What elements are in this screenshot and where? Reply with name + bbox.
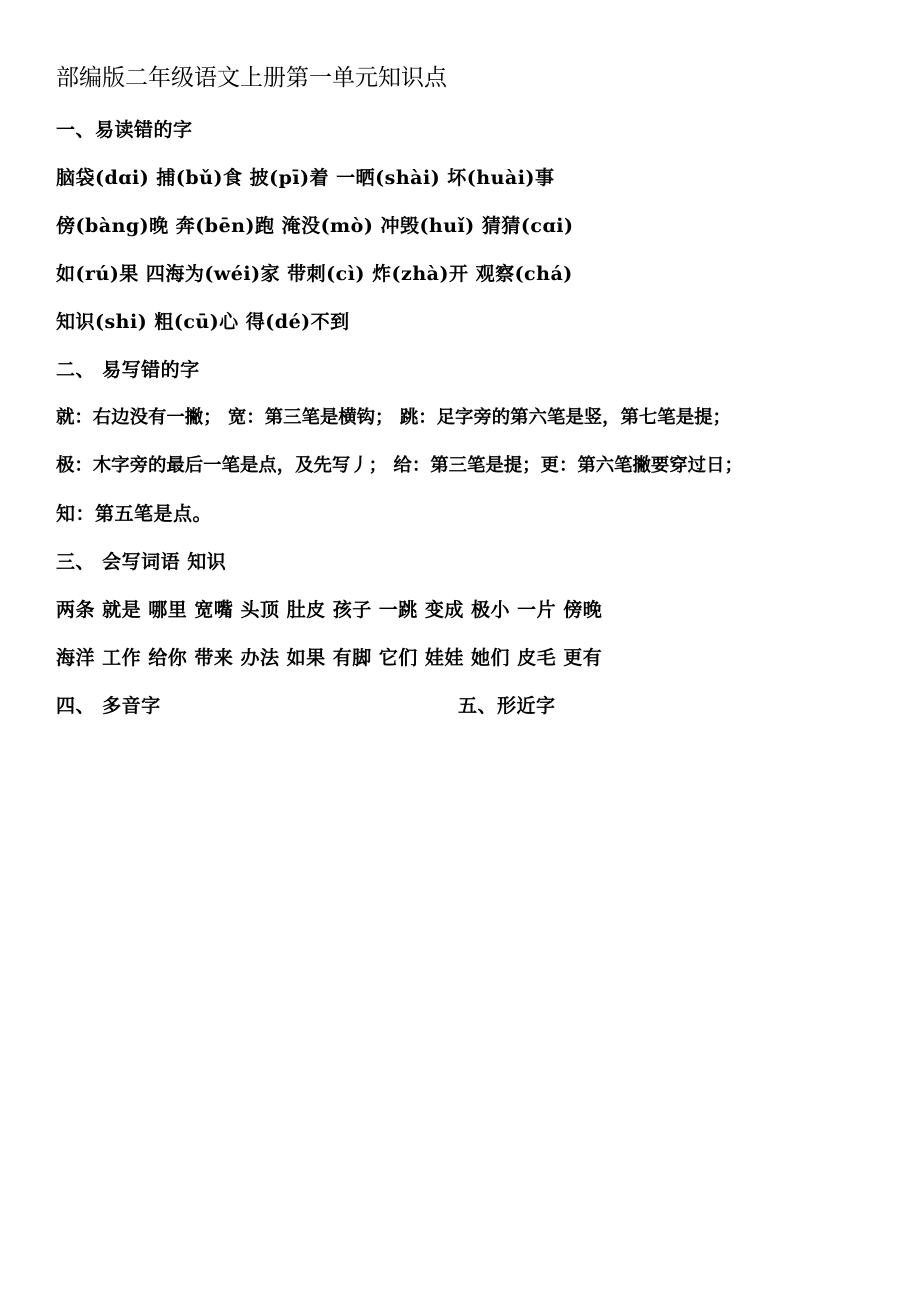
pinyin-line-4: 知识(shi) 粗(cū)心 得(dé)不到 [56, 311, 350, 333]
stroke-note-line-2: 极：木字旁的最后一笔是点，及先写丿； 给：第三笔是提；更：第六笔撇要穿过日； [56, 455, 743, 476]
pinyin-line-2: 傍(bàng)晚 奔(bēn)跑 淹没(mò) 冲毁(huǐ) 猜猜(cɑi) [56, 215, 574, 237]
section-heading-miswritten: 二、 易写错的字 [56, 359, 200, 381]
page-title: 部编版二年级语文上册第一单元知识点 [56, 65, 447, 91]
section-heading-misread: 一、易读错的字 [56, 119, 193, 141]
section-heading-polyphonic: 四、 多音字 [56, 695, 161, 717]
pinyin-line-3: 如(rú)果 四海为(wéi)家 带刺(cì) 炸(zhà)开 观察(chá) [56, 263, 573, 285]
stroke-note-line-1: 就：右边没有一撇； 宽：第三笔是横钩； 跳：足字旁的第六笔是竖，第七笔是提； [56, 407, 731, 428]
stroke-note-line-3: 知：第五笔是点。 [56, 503, 213, 525]
word-list-line-2: 海洋 工作 给你 带来 办法 如果 有脚 它们 娃娃 她们 皮毛 更有 [56, 647, 603, 669]
pinyin-line-1: 脑袋(dɑi) 捕(bǔ)食 披(pī)着 一晒(shài) 坏(huài)事 [56, 167, 555, 189]
word-list-line-1: 两条 就是 哪里 宽嘴 头顶 肚皮 孩子 一跳 变成 极小 一片 傍晚 [56, 599, 603, 621]
section-heading-words: 三、 会写词语 知识 [56, 551, 227, 573]
section-heading-similar-shapes: 五、形近字 [458, 695, 556, 717]
